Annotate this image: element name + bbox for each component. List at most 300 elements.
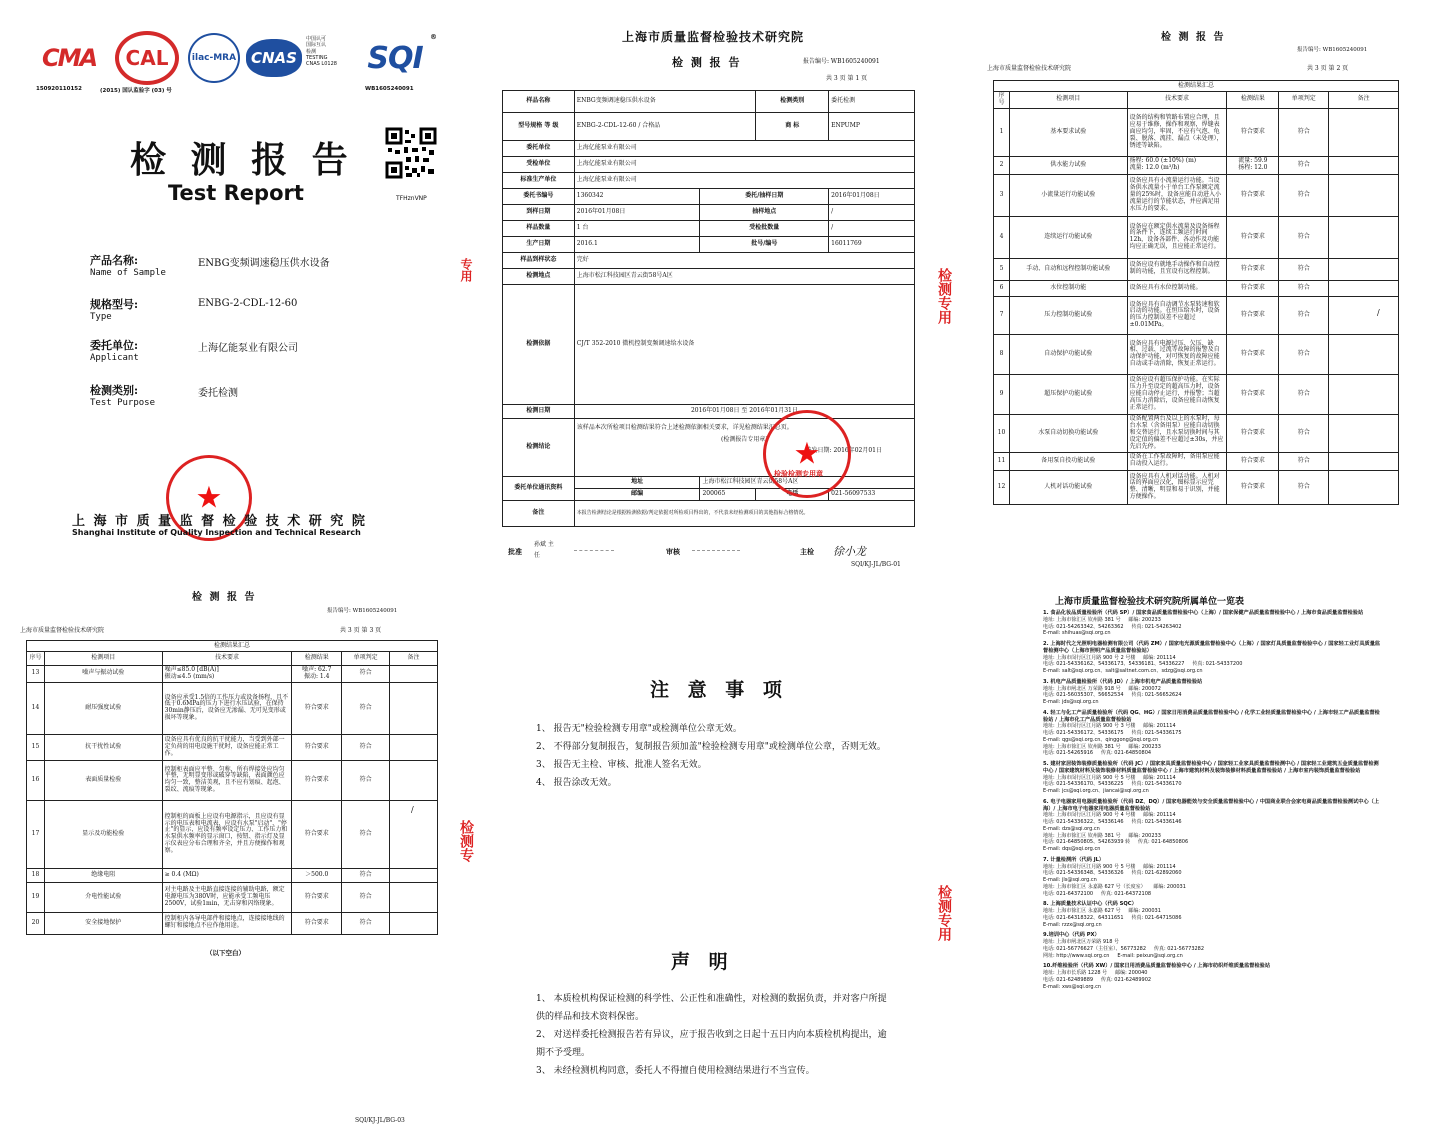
- statement-list: [536, 990, 888, 1080]
- field-label-cn: 检测类别:: [90, 384, 139, 397]
- unit-contact-line: 电话: 021-64318322、64311651 传真: 021-64715086: [1043, 914, 1182, 921]
- requirement: 设备应具有人机对话功能。人机对话的界面应汉化，图标显示应完整、清晰，明显和易于识别，并能方便操作。: [1127, 470, 1227, 504]
- remark-slash: /: [411, 805, 414, 814]
- cell-value: 上海亿能泵业有限公司: [574, 173, 914, 189]
- check-signature: 徐小龙: [833, 545, 866, 558]
- unit-contact-line: 电话: 021-54336170、54336225 传真: 021-54336170: [1043, 781, 1182, 788]
- cell-value: 1 台: [574, 221, 700, 237]
- remark-cell: [1329, 452, 1399, 470]
- remark-cell: [390, 882, 438, 912]
- judgement: 符合: [1279, 452, 1329, 470]
- table-row: [503, 189, 915, 205]
- test-item: 备用泵自投功能试验: [1009, 452, 1127, 470]
- conclusion-cell: [574, 419, 914, 477]
- unit-entry: [1043, 641, 1383, 675]
- sqi-logo-text: SQI: [367, 40, 423, 76]
- row-number: 10: [994, 414, 1010, 452]
- table-row: [503, 405, 915, 419]
- remark-cell: [1329, 108, 1399, 156]
- unit-contact-line: 电话: 021-54336172、54336175 传真: 021-54336175: [1043, 730, 1182, 736]
- cell-label: 生产日期: [503, 237, 575, 253]
- row-number: 7: [994, 296, 1010, 334]
- requirement: 设备应具有电源过压、欠压、缺相、过载、过流等故障的报警及自动保护功能，对可恢复的故障应能自动或手动消除，恢复正常运行。: [1127, 334, 1227, 374]
- test-item: 小流量运行功能试验: [1009, 174, 1127, 216]
- test-item: 噪声与振动试验: [44, 666, 162, 683]
- unit-contact-line: 电话: 021-54336162、54336173、54336181、54336227 传真: 021-54337200: [1043, 661, 1243, 668]
- judgement: 符合: [342, 882, 390, 912]
- unit-name: 1. 食品化妆品质量检验所（代码 SP）/ 国家食品质量监督检验中心（上海）/ 国家保健产品质量监督检验中心 / 上海市食品质量监督检验站: [1043, 610, 1364, 616]
- judgement: 符合: [1279, 334, 1329, 374]
- cell-value: 16011769: [829, 237, 915, 253]
- cover-field-2: [90, 296, 138, 322]
- cnas-text: 中国认可 国际互认 检测 TESTING CNAS L0128: [306, 36, 337, 67]
- unit-contact-line: E-mail: dzs@sqi.org.cn: [1043, 825, 1100, 832]
- judgement: 符合: [342, 682, 390, 734]
- unit-contact-line: 电话: 021-62489889 传真: 021-62489902: [1043, 976, 1152, 983]
- summary-title: 检测结果汇总: [994, 81, 1399, 92]
- field-value-applicant: 上海亿能泵业有限公司: [198, 343, 298, 354]
- requirement: 对主电路及主电路直接连接的辅助电路，额定电源电压为380V时，应能承受工频电压2500V，试验1min，无击穿和闪络现象。: [162, 882, 292, 912]
- requirement: 设备应具有自动调节水泵转速和软启动的功能。在恒压给水时，设备的压力控制误差不应超过±0.01MPa。: [1127, 296, 1227, 334]
- remark-cell: [1329, 334, 1399, 374]
- cell-label: 样品到样状态: [503, 253, 575, 269]
- cell-value: CJ/T 352-2010 微机控制变频调速给水设备: [574, 285, 914, 405]
- cell-label: 商 标: [756, 113, 829, 141]
- table-row: [503, 113, 915, 141]
- row-number: 19: [27, 882, 45, 912]
- result: 符合要求: [1227, 258, 1279, 280]
- requirement: 噪声≤85.0 [dB(A)] 振动≤4.5 (mm/s): [162, 666, 292, 683]
- row-number: 1: [994, 108, 1010, 156]
- table-row: [503, 91, 915, 113]
- field-value-sample: ENBG变频调速稳压供水设备: [198, 258, 330, 269]
- cell-label: 受检单位: [503, 157, 575, 173]
- result: 符合要求: [1227, 216, 1279, 258]
- unit-contact-line: 地址: 上海市闵行区江月路 900 号 4 号楼 邮编: 201114: [1043, 812, 1176, 819]
- judgement: 符合: [1279, 296, 1329, 334]
- table-row: [503, 253, 915, 269]
- test-item: 水泵自动切换功能试验: [1009, 414, 1127, 452]
- approve-signature: [574, 550, 614, 551]
- test-item: 手动、自动和远程控制功能试验: [1009, 258, 1127, 280]
- col-header: 备注: [1329, 92, 1399, 109]
- judgement: 符合: [1279, 470, 1329, 504]
- statement-title: 声 明: [671, 951, 734, 973]
- col-header: 单项判定: [1279, 92, 1329, 109]
- result: 符合要求: [1227, 174, 1279, 216]
- cell-label: 检测日期: [503, 405, 575, 419]
- table-row: [503, 477, 915, 489]
- requirement: 设备配置两台及以上的水泵时，每台水泵（含备用泵）应能自动切换和交替运行，且水泵切换时间与其设定值的偏差不应超过±30s，并应先启先停。: [1127, 414, 1227, 452]
- table-header: [27, 652, 438, 666]
- table-row: [994, 280, 1399, 296]
- edge-stamp: 专用: [459, 258, 473, 282]
- table-row: [503, 501, 915, 527]
- notice-item: 2、 不得部分复制报告，复制报告须加盖"检验检测专用章"或检测单位公章，否则无效。: [536, 742, 886, 752]
- unit-contact-line: E-mail: jls@sqi.org.cn: [1043, 877, 1097, 883]
- result: 符合要求: [292, 882, 342, 912]
- cell-label: 型号规格 等 级: [503, 113, 575, 141]
- table-row: [994, 108, 1399, 156]
- unit-entry: [1043, 901, 1383, 928]
- remark-cell: [390, 868, 438, 882]
- test-item: 抗干扰性试验: [44, 734, 162, 760]
- report-no: 报告编号: WB1605240091: [1297, 47, 1368, 53]
- requirement: 设备应具有小流量运行功能。当设备供水流量小于单台工作泵额定流量的25%时，设备应能自动进入小流量运行的节能状态，并应满足用水压力的要求。: [1127, 174, 1227, 216]
- remark-cell: [1329, 156, 1399, 174]
- cell-label: 委托/抽样日期: [700, 189, 829, 205]
- test-item: 表面质量检验: [44, 760, 162, 800]
- remark-cell: [390, 760, 438, 800]
- unit-entry: [1043, 761, 1383, 795]
- table-row: [27, 760, 438, 800]
- judgement: 符合: [1279, 374, 1329, 414]
- remark-cell: [390, 682, 438, 734]
- unit-entry: [1043, 610, 1383, 637]
- cell-value: 2016年01月08日 至 2016年01月31日: [574, 405, 914, 419]
- requirement: 设备的结构和管路布置应合理，且应易于维修，操作和观察，焊缝表面应均匀，牢固，不应有气泡、龟裂、脱落、流挂、漏点（未处理），锈迹等缺陷。: [1127, 108, 1227, 156]
- cell-label: 地址: [574, 477, 700, 489]
- table-row: [994, 452, 1399, 470]
- table-row: [27, 666, 438, 683]
- cell-value: 1360342: [574, 189, 700, 205]
- test-item: 显示及功能检验: [44, 800, 162, 868]
- result: 符合要求: [292, 800, 342, 868]
- unit-name: 9.培训中心（代码 PX）: [1043, 932, 1100, 939]
- table-row: [503, 419, 915, 477]
- test-item: 基本要求试验: [1009, 108, 1127, 156]
- report-page-3: [0, 580, 474, 1128]
- requirement: 设备应在额定供水流量及设备扬程的条件下，连续工频运行时间12h，设备各部件、各动作及功能均应正确无误，且应能正常运行。: [1127, 216, 1227, 258]
- unit-contact-line: 地址: 上海市闵行区江月路 900 号 2 号楼 邮编: 201114: [1043, 654, 1176, 661]
- judgement: 符合: [1279, 414, 1329, 452]
- remark-cell: [1329, 280, 1399, 296]
- field-label-cn: 规格型号:: [90, 298, 139, 311]
- title-cn: 检 测 报 告: [130, 139, 354, 181]
- page-info: 共 3 页 第 1 页: [826, 75, 868, 82]
- unit-name: 3. 机电产品质量检验所（代码 JD）/ 上海市机电产品质量监督检验站: [1043, 678, 1203, 685]
- result: 符合要求: [292, 760, 342, 800]
- report-no: 报告编号: WB1605240091: [327, 608, 398, 614]
- row-number: 2: [994, 156, 1010, 174]
- unit-name: 8. 上海质量技术认证中心（代码 SQC）: [1043, 901, 1137, 908]
- field-value-purpose: 委托检测: [198, 388, 238, 399]
- institute-header: 上海市质量监督检验技术研究院: [621, 30, 804, 44]
- stamp-text: 检验检测专用章: [774, 469, 823, 478]
- requirement: 控制柜表面应平整、匀称，所有焊接处应均匀平整，无明显变形或破穿等缺陷，表面颜色应均匀一致，整洁美观，且不应有划痕、起泡、裂纹、流痕等现象。: [162, 760, 292, 800]
- cell-label: 备注: [503, 501, 575, 527]
- edge-stamp: 检测专用: [936, 885, 952, 941]
- unit-entry: [1043, 932, 1383, 959]
- unit-contact-line: 地址: 上海市闵行区江月路 900 号 5 号楼 邮编: 201114: [1043, 863, 1176, 870]
- notice-title: 注 意 事 项: [650, 679, 788, 701]
- unit-contact-line: 地址: 上海市长乐路 1228 号 邮编: 200040: [1043, 970, 1148, 976]
- cell-label: 委托书编号: [503, 189, 575, 205]
- field-label-en: Test Purpose: [90, 398, 156, 408]
- units-list-page: [985, 580, 1429, 1128]
- results-table: [993, 80, 1399, 505]
- notice-item: 4、 报告涂改无效。: [536, 778, 617, 788]
- requirement: 设备在工作泵故障时，备用泵应能自动投入运行。: [1127, 452, 1227, 470]
- row-number: 5: [994, 258, 1010, 280]
- star-icon: ★: [793, 436, 821, 472]
- judgement: 符合: [342, 734, 390, 760]
- requirement: 设备应设有超压保护功能。在实际压力升至设定的超高压力时，设备应能自动停止运行，并报警；当超高压力消除后，设备应能自动恢复正常运行。: [1127, 374, 1227, 414]
- form-code: SQI/KJ-JL/BG-01: [851, 561, 901, 568]
- qr-code-icon: [386, 128, 436, 186]
- page-info: 共 3 页 第 3 页: [340, 627, 382, 634]
- field-label-en: Name of Sample: [90, 268, 166, 278]
- test-item: 安全接地保护: [44, 912, 162, 934]
- star-icon: ★: [195, 480, 223, 516]
- remark-cell: [1329, 374, 1399, 414]
- cell-value: 021-56097533: [829, 489, 915, 501]
- report-title: 检 测 报 告: [1161, 32, 1226, 43]
- cover-field-4: [90, 382, 155, 408]
- result: 符合要求: [1227, 452, 1279, 470]
- table-row: [503, 237, 915, 253]
- col-header: 技术要求: [162, 652, 292, 666]
- unit-name: 6. 电子电器家用电器质量检验所（代码 DZ、DQ）/ 国家电器能效与安全质量监督检验中心 / 中国商业联合会家电商品质量监督检验测试中心（上海）/ 上海市电子电器家用电器质量监督检验站: [1043, 798, 1380, 812]
- cover-page: [0, 0, 473, 570]
- approve-label: 批准: [508, 547, 522, 556]
- unit-contact-line: E-mail: jds@sqi.org.cn: [1043, 699, 1099, 705]
- cal-logo: CAL: [115, 31, 179, 85]
- field-label-cn: 委托单位:: [90, 339, 139, 352]
- cert-no-mid: (2015) 国认监验字 (03) 号: [100, 88, 172, 94]
- remark-cell: [1329, 258, 1399, 280]
- remark-cell: [1329, 216, 1399, 258]
- report-page-2: [985, 10, 1429, 530]
- review-label: 审核: [666, 547, 680, 556]
- results-table: [26, 640, 438, 935]
- table-row: [27, 912, 438, 934]
- remark-cell: [1329, 414, 1399, 452]
- col-header: 检测项目: [1009, 92, 1127, 109]
- col-header: 检测结果: [1227, 92, 1279, 109]
- unit-entry: [1043, 963, 1383, 990]
- registered-icon: ®: [430, 33, 436, 41]
- blank-note: （以下空白）: [206, 949, 245, 957]
- table-row: [503, 285, 915, 405]
- result: 流量: 59.9 扬程: 12.0: [1227, 156, 1279, 174]
- table-row: [994, 258, 1399, 280]
- unit-contact-line: E-mail: salt@sqi.org.cn、salt@saltnet.com.cn、sdzg@sqi.org.cn: [1043, 668, 1203, 674]
- result: 符合要求: [1227, 296, 1279, 334]
- unit-contact-line: 地址: 上海市徐汇区 钦州路 381 号 邮编: 200233: [1043, 832, 1161, 839]
- result: 符合要求: [1227, 414, 1279, 452]
- row-number: 11: [994, 452, 1010, 470]
- table-row: [27, 734, 438, 760]
- unit-contact-line: E-mail: qgs@sqi.org.cn、qinggong@sqi.org.cn: [1043, 736, 1159, 743]
- test-item: 绝缘电阻: [44, 868, 162, 882]
- unit-contact-line: 电话: 021-54265916 传真: 021-64850804: [1043, 750, 1152, 757]
- row-number: 14: [27, 682, 45, 734]
- institute-header: 上海市质量监督检验技术研究院: [987, 65, 1072, 72]
- row-number: 16: [27, 760, 45, 800]
- cell-value: ENBG-2-CDL-12-60 / 合格品: [574, 113, 756, 141]
- row-number: 20: [27, 912, 45, 934]
- cnas-logo: CNAS: [246, 39, 302, 77]
- sign-date: 签发日期: 2016年02月01日: [805, 446, 882, 454]
- judgement: 符合: [342, 912, 390, 934]
- test-item: 介电性能试验: [44, 882, 162, 912]
- judgement: 符合: [1279, 216, 1329, 258]
- unit-contact-line: 电话: 021-54336348、54336326 传真: 021-62892060: [1043, 870, 1182, 877]
- table-row: [994, 374, 1399, 414]
- ilac-logo: ilac-MRA: [188, 33, 240, 83]
- conclusion-stamp-label: (检测报告专用章): [721, 435, 768, 443]
- test-item: 自动保护功能试验: [1009, 334, 1127, 374]
- cell-label: 抽样地点: [700, 205, 829, 221]
- cell-value: 2016.1: [574, 237, 700, 253]
- row-number: 9: [994, 374, 1010, 414]
- unit-entry: [1043, 679, 1383, 706]
- result: 符合要求: [1227, 108, 1279, 156]
- requirement: 设备应设有就地手动操作和自动控制的功能，且宜设有远程控制。: [1127, 258, 1227, 280]
- remark-cell: [390, 912, 438, 934]
- cell-value: ENBG变频调速稳压供水设备: [574, 91, 756, 113]
- cell-label: 检测结论: [503, 419, 575, 477]
- check-label: 主检: [800, 547, 814, 556]
- unit-contact-line: E-mail: shihuas@sqi.org.cn: [1043, 630, 1111, 637]
- requirement: 设备应具有优良的抗干扰能力，当受到外部一定负荷的用电设施干扰时，设备应能正常工作。: [162, 734, 292, 760]
- sqi-logo: [352, 35, 438, 81]
- unit-name: 7. 计量检测所（代码 JL）: [1043, 856, 1105, 863]
- table-row: [503, 269, 915, 285]
- unit-contact-line: E-mail: jcs@sqi.org.cn、jiancai@sqi.org.cn: [1043, 788, 1149, 794]
- unit-entry: [1043, 857, 1383, 898]
- result: 噪声: 62.7 振动: 1.4: [292, 666, 342, 683]
- notice-item: 3、 报告无主检、审核、批准人签名无效。: [536, 760, 707, 770]
- cell-value: ENPUMP: [829, 113, 915, 141]
- table-row: [27, 882, 438, 912]
- info-table: [502, 90, 915, 527]
- unit-contact-line: 地址: 上海市徐汇区 钦州路 381 号 邮编: 200233: [1043, 743, 1161, 750]
- statement-item: 3、 未经检测机构同意，委托人不得擅自使用检测结果进行不当宣传。: [536, 1066, 815, 1076]
- col-header: 技术要求: [1127, 92, 1227, 109]
- cell-label: 到样日期: [503, 205, 575, 221]
- test-item: 水位控制功能: [1009, 280, 1127, 296]
- table-row: [503, 221, 915, 237]
- unit-contact-line: 电话: 021-64372100 传真: 021-64372108: [1043, 890, 1152, 897]
- table-row: [27, 868, 438, 882]
- unit-contact-line: 网址: http://www.sqi.org.cn E-mail: peixun@sqi.org.cn: [1043, 952, 1183, 959]
- results-body: [27, 666, 438, 935]
- qr-code-text: TFHznVNP: [396, 195, 427, 202]
- table-row: [994, 156, 1399, 174]
- cell-value: 完好: [574, 253, 914, 269]
- report-no: 报告编号: WB1605240091: [803, 58, 880, 65]
- cell-label: 样品名称: [503, 91, 575, 113]
- institute-en: Shanghai Institute of Quality Inspection and Technical Research: [72, 528, 361, 537]
- cell-label: 样品数量: [503, 221, 575, 237]
- table-row: [994, 296, 1399, 334]
- col-header: 单项判定: [342, 652, 390, 666]
- result: 符合要求: [292, 734, 342, 760]
- conclusion-text: 该样品本次所检项目检测结果符合上述检测依据相关要求，详见检测结果汇总页。: [576, 424, 793, 431]
- edge-stamp: 检测专: [458, 820, 474, 862]
- row-number: 4: [994, 216, 1010, 258]
- test-item: 压力控制功能试验: [1009, 296, 1127, 334]
- cell-value: 本报告检测结论是根据检测依据/判定依据对所检项目得出的，不代表未经检测项目的其他指标合格情况。: [574, 501, 914, 527]
- requirement: 设备应承受1.5倍的工作压力或设备扬程，且不低于0.6MPa的压力下进行水压试验，在保持30min静压后，设备应无渗漏、无可见变形或损坏等现象。: [162, 682, 292, 734]
- field-label-en: Type: [90, 312, 112, 322]
- row-number: 3: [994, 174, 1010, 216]
- review-signature: [692, 550, 740, 551]
- result: 符合要求: [1227, 334, 1279, 374]
- title-en: Test Report: [168, 181, 304, 205]
- results-body: [994, 108, 1399, 504]
- remark-slash: /: [1377, 308, 1380, 317]
- notice-list: [536, 720, 896, 792]
- row-number: 18: [27, 868, 45, 882]
- unit-contact-line: 地址: 上海市闵行区江月路 900 号 3 号楼 邮编: 201114: [1043, 723, 1176, 730]
- remark-cell: [390, 666, 438, 683]
- col-header: 检测结果: [292, 652, 342, 666]
- unit-contact-line: 地址: 上海市闵行区江月路 900 号 5 号楼 邮编: 201114: [1043, 774, 1176, 781]
- unit-contact-line: 电话: 021-56035307、56652534 传真: 021-56652624: [1043, 692, 1182, 699]
- requirement: 设备应具有水位控制功能。: [1127, 280, 1227, 296]
- remark-cell: [1329, 470, 1399, 504]
- requirement: 控制柜的面板上应设有电源指示，且应设有显示的电压表和电流表，应设有水泵"启动"、"停止"的显示，应设有频率设定压力、工作压力和水泵供水频率的显示窗口，按钮、指示灯及显示仪表应分布合理和齐全，并且方便操作和观察。: [162, 800, 292, 868]
- cert-no-left: 150920110152: [36, 86, 82, 92]
- judgement: 符合: [342, 760, 390, 800]
- unit-contact-line: E-mail: dqs@sqi.org.cn: [1043, 846, 1101, 852]
- official-stamp: [763, 410, 851, 498]
- unit-name: 5. 建材家居装饰装修质量检验所（代码 JC）/ 国家家具质量监督检验中心 / 国家轻工业家具质量监督检测中心 / 国家轻工业建筑五金质量监督检测中心 / 国家建筑材料及装饰装修材料质量监督检验中心 / 上海市建筑材料及装饰装修材料质量监督检验站 / 上海市室内装饰质量监督检验站: [1043, 761, 1379, 774]
- unit-name: 10.纤维检验所（代码 XW）/ 国家日用消费品质量监督检验中心 / 上海市纺织纤维质量监督检验站: [1043, 963, 1271, 970]
- requirement: 控制柜内各导电部件和接地点，连接接地线的螺钉和接地点不应作他用途。: [162, 912, 292, 934]
- unit-contact-line: 电话: 021-54336322、54336146 传真: 021-54336146: [1043, 819, 1182, 825]
- cell-label: 批号/编号: [700, 237, 829, 253]
- unit-contact-line: 地址: 上海市闸北区 万荣路 918 号 邮编: 200072: [1043, 685, 1161, 692]
- table-row: [27, 800, 438, 868]
- cell-value: 上海亿能泵业有限公司: [574, 157, 914, 173]
- remark-cell: [1329, 174, 1399, 216]
- test-item: 人机对话功能试验: [1009, 470, 1127, 504]
- cell-value: /: [829, 221, 915, 237]
- approve-name: 孙斌 主任: [534, 541, 554, 559]
- table-row: [994, 174, 1399, 216]
- cell-label: 委托单位: [503, 141, 575, 157]
- table-row: [994, 216, 1399, 258]
- cell-label: 检测依据: [503, 285, 575, 405]
- unit-contact-line: E-mail: xws@sqi.org.cn: [1043, 983, 1102, 990]
- judgement: 符合: [342, 868, 390, 882]
- test-item: 供水能力试验: [1009, 156, 1127, 174]
- table-header: [994, 92, 1399, 109]
- unit-contact-line: 电话: 021-64850805、54263939 转 传真: 021-64850806: [1043, 839, 1189, 846]
- form-code: SQI/KJ-JL/BG-03: [355, 1117, 405, 1124]
- table-row: [27, 682, 438, 734]
- table-row: [503, 157, 915, 173]
- test-item: 耐压强度试验: [44, 682, 162, 734]
- result: 符合要求: [292, 682, 342, 734]
- cell-value: 上海市松江科技园区青云街58号A区: [700, 477, 915, 489]
- table-row: [503, 173, 915, 189]
- result: 符合要求: [292, 912, 342, 934]
- cell-label: 委托单位通讯资料: [503, 477, 575, 501]
- col-header: 备注: [390, 652, 438, 666]
- row-number: 15: [27, 734, 45, 760]
- cover-field-3: [90, 337, 139, 363]
- col-header: 检测项目: [44, 652, 162, 666]
- judgement: 符合: [1279, 174, 1329, 216]
- unit-contact-line: 地址: 上海市徐汇区 永嘉路 627 号（长度室） 邮编: 200031: [1043, 883, 1186, 890]
- judgement: 符合: [1279, 280, 1329, 296]
- cover-field-1: [90, 252, 166, 278]
